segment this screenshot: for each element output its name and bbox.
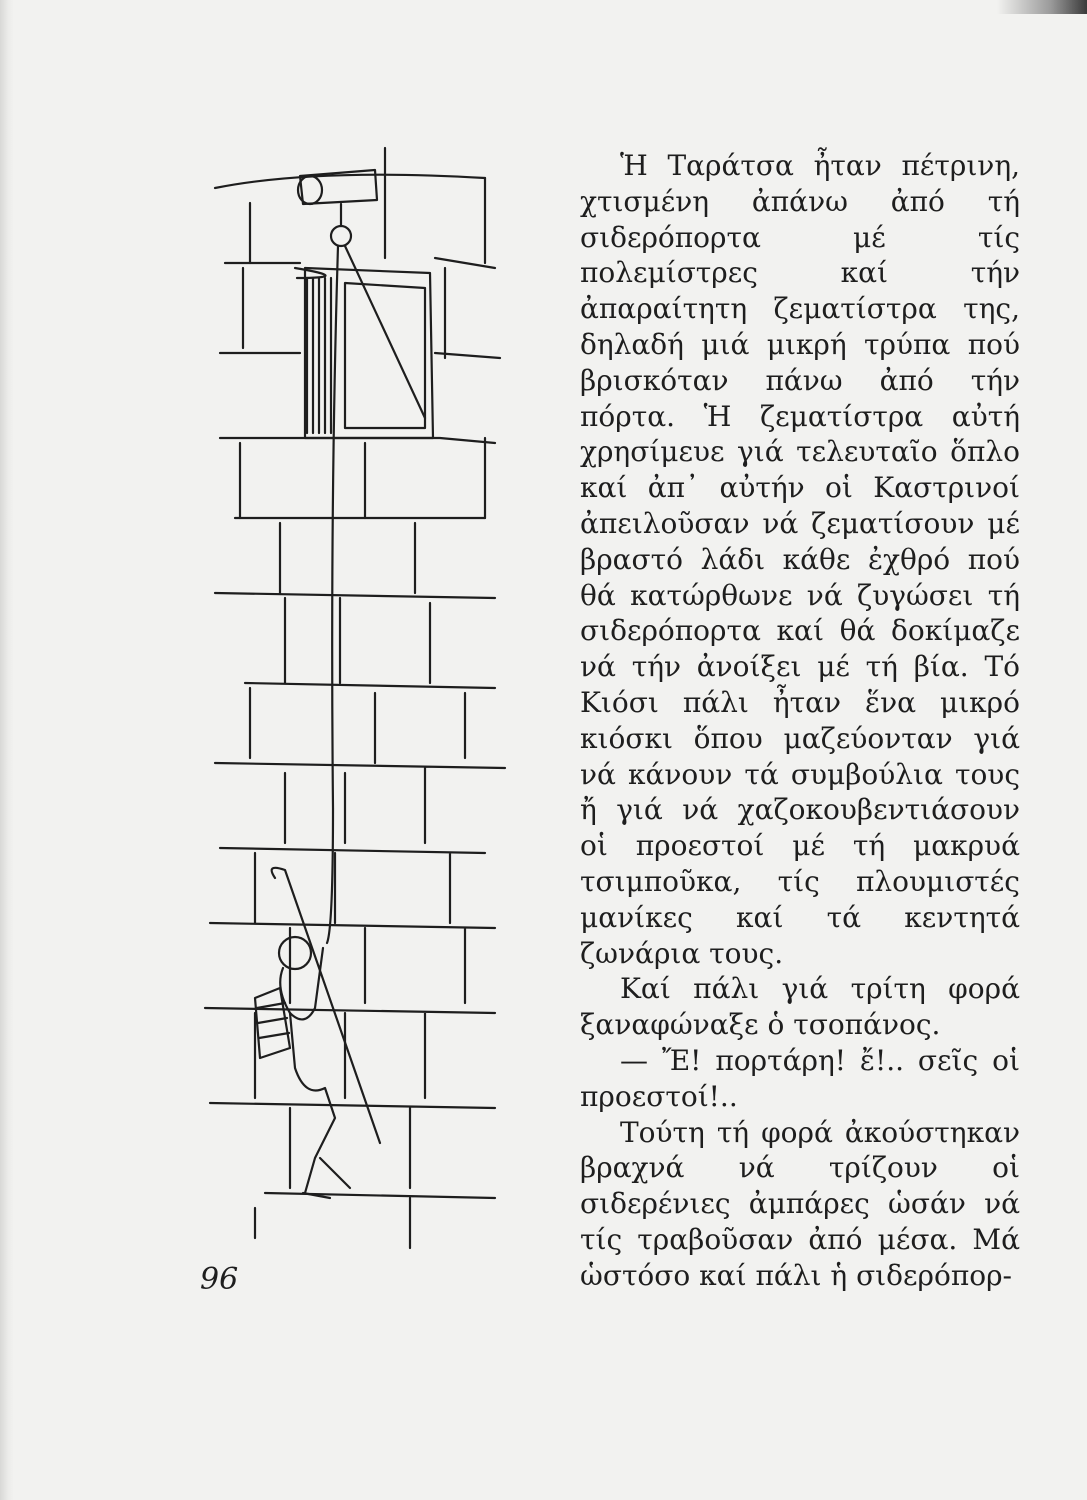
page-number: 96	[200, 1262, 239, 1297]
dialogue-line: — Ἔ! πορτάρη! ἔ!.. σεῖς οἱ προεστοί!..	[580, 1043, 1020, 1113]
scan-corner-shadow	[997, 0, 1087, 14]
main-text	[580, 148, 1020, 1294]
paragraph-1: Ἡ Ταράτσα ἦταν πέτρινη, χτισμένη ἀπάνω ἀπό τή σιδερόπορτα μέ τίς πολεμίστρες καί τήν ἀπαραίτητη ζεματίστρα της, δηλαδή μιά μικρή τρύπα πού βρισκόταν πάνω ἀπό τήν πόρτα. Ἡ ζεματίστρα αὐτή χρησίμευε γιά τελευταῖο ὅπλο καί ἀπ᾿ αὐτήν οἱ Καστρινοί ἀπειλοῦσαν νά ζεματίσουν μέ βραστό λάδι κάθε ἐχθρό πού θά κατώρθωνε νά ζυγώσει τή σιδερόπορτα καί θά δοκίμαζε νά τήν ἀνοίξει μέ τή βία. Τό Κιόσι πάλι ἦταν ἕνα μικρό κιόσκι ὅπου μαζεύονταν γιά νά κάνουν τά συμβούλια τους ἤ γιά νά χαζοκουβεντιάσουν οἱ προεστοί μέ τή μακρυά τσιμποῦκα, τίς πλουμιστές μανίκες καί τά κεντητά ζωνάρια τους.	[580, 149, 1020, 970]
paragraph-3: Τούτη τή φορά ἀκούστηκαν βραχνά νά τρίζουν οἱ σιδερένιες ἀμπάρες ὡσάν νά τίς τραβοῦσαν ἀπό μέσα. Μά ὡστόσο καί πάλι ἡ σιδερόπορ-	[580, 1115, 1020, 1292]
page-edge	[0, 0, 14, 1500]
paragraph-2: Καί πάλι γιά τρίτη φορά ξαναφώναξε ὁ τσοπάνος.	[580, 972, 1020, 1042]
climbing-boy-wall-illustration	[195, 108, 525, 1258]
